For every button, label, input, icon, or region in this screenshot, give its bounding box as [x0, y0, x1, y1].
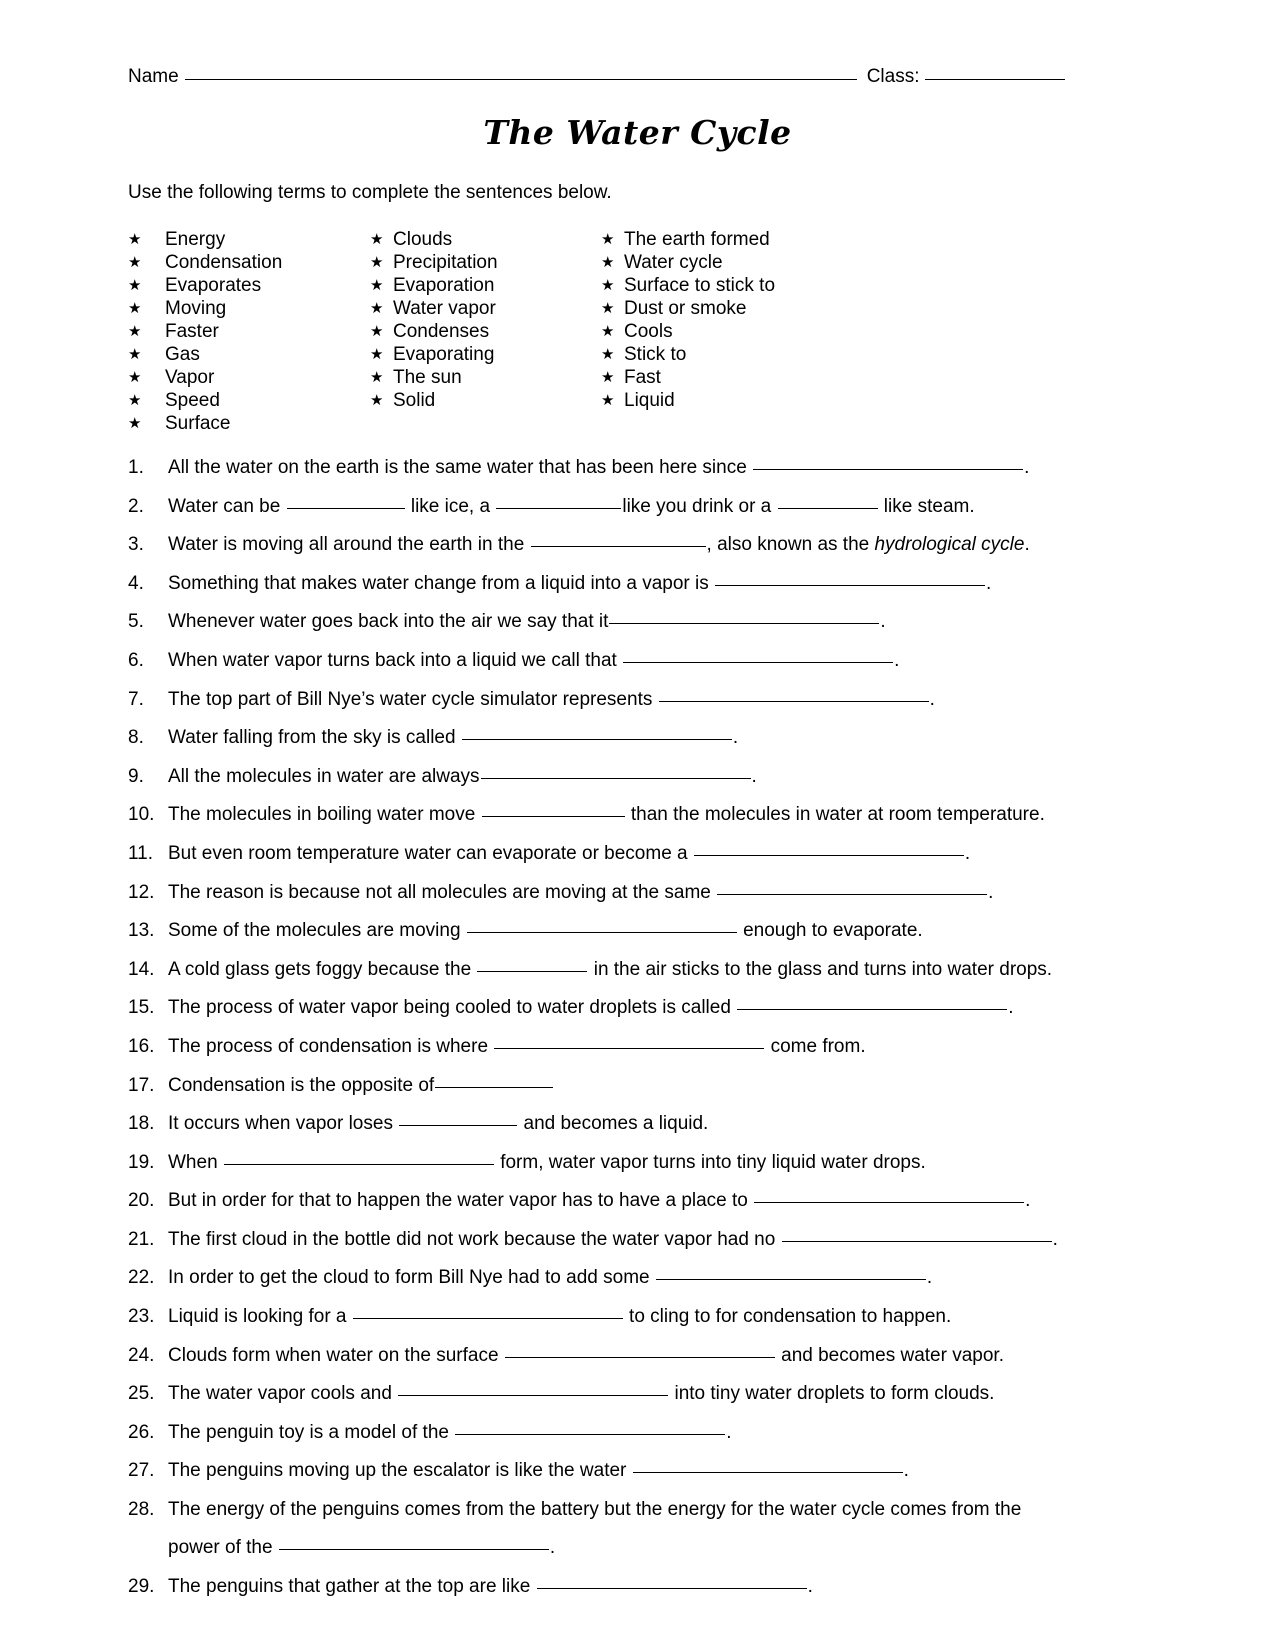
star-bullet-icon: ★: [128, 346, 142, 363]
question-text-segment: .: [964, 842, 971, 864]
question-italic-term: hydrological cycle: [874, 534, 1025, 556]
question-number: 28.: [128, 1499, 155, 1521]
question-text-segment: .: [926, 1267, 933, 1289]
answer-blank[interactable]: [462, 739, 732, 740]
question-text-segment: Liquid is looking for a: [168, 1306, 352, 1328]
question-text-segment: Clouds form when water on the surface: [168, 1344, 504, 1366]
question-text-segment: All the water on the earth is the same water that has been here since: [168, 457, 753, 478]
question-number: 22.: [128, 1267, 155, 1289]
answer-blank[interactable]: [753, 469, 1023, 470]
answer-blank[interactable]: [224, 1164, 494, 1165]
question-text-segment: .: [988, 881, 994, 903]
question-number: 10.: [128, 804, 155, 826]
question-body: [168, 571, 1098, 596]
question-number: 25.: [128, 1383, 155, 1405]
question-number: 4.: [128, 572, 144, 594]
question-number: 13.: [128, 920, 155, 942]
question-item: [128, 995, 1098, 1020]
question-item: [128, 725, 1098, 750]
question-item: [128, 1227, 1098, 1252]
word-bank-item-label: Precipitation: [393, 252, 498, 273]
question-text-segment: The top part of Bill Nye’s water cycle simulator represents: [168, 688, 658, 710]
question-body: [168, 995, 1098, 1020]
question-text-segment: .: [903, 1460, 909, 1482]
question-text: [168, 1075, 554, 1096]
question-text-segment: .: [1024, 457, 1030, 478]
answer-blank[interactable]: [287, 508, 405, 509]
question-number: 19.: [128, 1151, 155, 1173]
star-bullet-icon: ★: [128, 300, 142, 317]
question-text-segment: When water vapor turns back into a liquid we call that: [168, 649, 623, 671]
question-text-segment: The penguin toy is a model of the: [168, 1421, 455, 1443]
question-text-segment: come from.: [765, 1035, 866, 1057]
question-body: [168, 764, 1098, 789]
question-item: [128, 455, 1098, 480]
question-number: 24.: [128, 1344, 155, 1366]
question-list: [128, 455, 1098, 1612]
question-body: [168, 1073, 1098, 1098]
star-bullet-icon: ★: [601, 254, 615, 271]
question-text-segment: The penguins moving up the escalator is like the water: [168, 1460, 632, 1482]
question-number: 8.: [128, 727, 144, 749]
question-text: [168, 1383, 994, 1404]
question-number: 12.: [128, 881, 155, 903]
question-number: 15.: [128, 997, 155, 1019]
question-number: 3.: [128, 534, 144, 556]
question-text-segment: to cling to for condensation to happen.: [623, 1306, 952, 1328]
star-bullet-icon: ★: [370, 277, 384, 294]
star-bullet-icon: ★: [601, 277, 615, 294]
word-bank-item: [370, 389, 498, 412]
question-continuation-line: [168, 1535, 1098, 1560]
answer-blank[interactable]: [694, 855, 964, 856]
question-body: [168, 1150, 1098, 1175]
question-item: [128, 764, 1098, 789]
question-text-segment: The reason is because not all molecules are moving at the same: [168, 881, 717, 903]
question-text-segment: .: [1052, 1228, 1058, 1250]
question-body: [168, 1034, 1098, 1059]
question-body: [168, 918, 1098, 943]
question-text-segment: The water vapor cools and: [168, 1383, 398, 1405]
question-text-segment: Water falling from the sky is called: [168, 727, 461, 749]
question-item: [128, 1497, 1098, 1560]
word-bank-item: [370, 228, 498, 251]
question-body: [168, 725, 1098, 750]
question-body: [168, 1111, 1098, 1136]
answer-blank[interactable]: [656, 1279, 926, 1280]
question-text: [168, 496, 975, 517]
question-body: [168, 1497, 1098, 1560]
question-number: 29.: [128, 1575, 155, 1597]
word-bank-item: [370, 251, 498, 274]
question-text: [168, 882, 993, 903]
question-text: [168, 843, 970, 864]
star-bullet-icon: ★: [601, 323, 615, 340]
question-body: [168, 1188, 1098, 1213]
question-item: [128, 1111, 1098, 1136]
question-item: [128, 1150, 1098, 1175]
question-body: [168, 802, 1098, 827]
question-text-segment: .: [1024, 534, 1030, 556]
question-item: [128, 1265, 1098, 1290]
star-bullet-icon: ★: [128, 369, 142, 386]
question-item: [128, 648, 1098, 673]
answer-blank[interactable]: [435, 1087, 553, 1088]
word-bank-column-3: [601, 228, 775, 412]
question-body: [168, 494, 1098, 519]
question-body: [168, 1265, 1098, 1290]
question-text: [168, 1345, 1004, 1366]
question-text: [168, 1306, 951, 1327]
question-text-segment: .: [549, 1537, 556, 1559]
question-number: 14.: [128, 958, 155, 980]
word-bank-item-label: Speed: [165, 390, 220, 411]
star-bullet-icon: ★: [370, 323, 384, 340]
question-item: [128, 1034, 1098, 1059]
word-bank-item-label: Vapor: [165, 367, 215, 388]
question-text: [168, 1113, 708, 1134]
star-bullet-icon: ★: [370, 254, 384, 271]
question-text-segment: .: [807, 1575, 813, 1597]
question-text-segment: The process of condensation is where: [168, 1035, 494, 1057]
answer-blank[interactable]: [353, 1318, 623, 1319]
question-text: [168, 1229, 1058, 1250]
word-bank-item: [601, 343, 775, 366]
word-bank-item-label: Solid: [393, 390, 436, 411]
answer-blank[interactable]: [715, 585, 985, 586]
question-body: [168, 609, 1098, 634]
word-bank-item: [370, 366, 498, 389]
answer-blank[interactable]: [537, 1588, 807, 1589]
question-text-segment: A cold glass gets foggy because the: [168, 958, 477, 980]
word-bank-item-label: Evaporating: [393, 344, 495, 365]
star-bullet-icon: ★: [370, 392, 384, 409]
question-text-segment: The energy of the penguins comes from the battery but the energy for the water cycle comes from the: [168, 1499, 1022, 1521]
question-item: [128, 1420, 1098, 1445]
question-number: 21.: [128, 1228, 155, 1250]
word-bank-item: [601, 251, 775, 274]
star-bullet-icon: ★: [128, 231, 142, 248]
question-text-segment: When: [168, 1151, 223, 1173]
question-text-segment: The penguins that gather at the top are like: [168, 1575, 536, 1597]
word-bank-item: [128, 412, 282, 435]
question-body: [168, 455, 1098, 480]
answer-blank[interactable]: [609, 623, 879, 624]
name-write-line[interactable]: [185, 79, 857, 80]
answer-blank[interactable]: [717, 894, 987, 895]
word-bank-item-label: Liquid: [624, 390, 675, 411]
star-bullet-icon: ★: [128, 254, 142, 271]
question-text-segment: All the molecules in water are always: [168, 765, 480, 787]
word-bank-item-label: The earth formed: [624, 229, 770, 250]
word-bank-item-label: Surface: [165, 413, 231, 434]
question-text-segment: like you drink or a: [622, 495, 777, 517]
question-text-segment: The molecules in boiling water move: [168, 804, 481, 826]
word-bank-item: [370, 320, 498, 343]
question-text: [168, 727, 738, 748]
question-number: 9.: [128, 765, 144, 787]
question-number: 5.: [128, 611, 144, 633]
word-bank-item: [128, 366, 282, 389]
question-text-segment: .: [732, 727, 739, 749]
question-text-segment: But even room temperature water can evaporate or become a: [168, 842, 693, 864]
answer-blank[interactable]: [778, 508, 878, 509]
class-label: Class:: [866, 66, 920, 87]
word-bank-item-label: Water vapor: [393, 298, 496, 319]
question-text-segment: .: [726, 1421, 732, 1443]
question-number: 27.: [128, 1460, 155, 1482]
question-text-segment: Something that makes water change from a liquid into a vapor is: [168, 572, 715, 594]
question-item: [128, 571, 1098, 596]
word-bank-item: [128, 389, 282, 412]
question-text: [168, 1576, 813, 1597]
question-text-segment: and becomes water vapor.: [775, 1344, 1004, 1366]
answer-blank[interactable]: [782, 1241, 1052, 1242]
answer-blank[interactable]: [623, 662, 893, 663]
answer-blank[interactable]: [737, 1009, 1007, 1010]
question-text-segment: But in order for that to happen the water vapor has to have a place to: [168, 1190, 754, 1212]
question-text-segment: Water is moving all around the earth in the: [168, 534, 530, 556]
word-bank-item: [601, 297, 775, 320]
word-bank-item: [370, 274, 498, 297]
question-text: [168, 1460, 909, 1481]
question-number: 26.: [128, 1421, 155, 1443]
question-body: [168, 1381, 1098, 1406]
question-text: [168, 650, 899, 671]
question-text: [168, 959, 1052, 980]
question-body: [168, 1420, 1098, 1445]
question-item: [128, 880, 1098, 905]
star-bullet-icon: ★: [370, 369, 384, 386]
question-number: 11.: [128, 842, 154, 864]
question-text: [168, 1422, 732, 1443]
question-item: [128, 802, 1098, 827]
question-text: [168, 1152, 926, 1173]
question-text: [168, 689, 935, 710]
word-bank-item-label: Stick to: [624, 344, 687, 365]
class-write-line[interactable]: [925, 79, 1065, 80]
question-text-segment: like steam.: [878, 495, 975, 517]
question-text-segment: Water can be: [168, 495, 286, 517]
question-text-segment: like ice, a: [405, 495, 496, 517]
question-number: 23.: [128, 1306, 155, 1328]
word-bank-item-label: Cools: [624, 321, 673, 342]
question-body: [168, 1458, 1098, 1483]
answer-blank[interactable]: [505, 1357, 775, 1358]
question-body: [168, 957, 1098, 982]
word-bank-item-label: Dust or smoke: [624, 298, 747, 319]
star-bullet-icon: ★: [601, 300, 615, 317]
word-bank-item-label: Condensation: [165, 252, 283, 273]
question-text-segment: The process of water vapor being cooled to water droplets is called: [168, 997, 737, 1019]
question-number: 2.: [128, 495, 144, 517]
answer-blank[interactable]: [399, 1125, 517, 1126]
word-bank-item-label: Evaporates: [165, 275, 262, 296]
answer-blank[interactable]: [481, 778, 751, 779]
star-bullet-icon: ★: [128, 415, 142, 432]
question-number: 20.: [128, 1190, 155, 1212]
word-bank-item: [601, 320, 775, 343]
word-bank-item: [128, 274, 282, 297]
question-text: [168, 1267, 932, 1288]
name-label: Name: [128, 66, 179, 87]
question-text: [168, 534, 1030, 555]
question-text-segment: .: [751, 765, 757, 787]
word-bank-item-label: Water cycle: [624, 252, 723, 273]
question-body: [168, 1304, 1098, 1329]
question-item: [128, 957, 1098, 982]
question-text-segment: .: [880, 611, 886, 633]
question-text-segment: and becomes a liquid.: [518, 1113, 709, 1135]
question-body: [168, 1574, 1098, 1599]
question-body: [168, 532, 1098, 557]
answer-blank[interactable]: [455, 1434, 725, 1435]
question-text-segment: In order to get the cloud to form Bill Nye had to add some: [168, 1267, 655, 1289]
instruction-text: Use the following terms to complete the sentences below.: [128, 182, 612, 203]
question-number: 7.: [128, 688, 144, 710]
word-bank-item-label: Fast: [624, 367, 661, 388]
word-bank-item: [370, 297, 498, 320]
question-text: [168, 611, 886, 632]
question-text-segment: enough to evaporate.: [737, 920, 923, 942]
word-bank-item-label: Faster: [165, 321, 219, 342]
question-text-segment: , also known as the: [706, 534, 875, 556]
word-bank-item-label: Evaporation: [393, 275, 495, 296]
star-bullet-icon: ★: [370, 300, 384, 317]
question-text-segment: Condensation is the opposite of: [168, 1074, 435, 1096]
question-text-segment: It occurs when vapor loses: [168, 1113, 399, 1135]
question-text-segment: .: [929, 688, 935, 710]
star-bullet-icon: ★: [128, 323, 142, 340]
question-text: [168, 1036, 866, 1057]
word-bank-item: [128, 320, 282, 343]
header-name-class-row: [128, 66, 1078, 88]
question-item: [128, 494, 1098, 519]
question-item: [128, 1574, 1098, 1599]
star-bullet-icon: ★: [601, 231, 615, 248]
star-bullet-icon: ★: [601, 392, 615, 409]
question-text-segment: The first cloud in the bottle did not work because the water vapor had no: [168, 1228, 781, 1250]
question-item: [128, 532, 1098, 557]
question-item: [128, 1381, 1098, 1406]
question-body: [168, 1343, 1098, 1368]
question-number: 16.: [128, 1035, 155, 1057]
question-item: [128, 1304, 1098, 1329]
question-item: [128, 841, 1098, 866]
answer-blank[interactable]: [477, 971, 587, 972]
word-bank-item: [128, 343, 282, 366]
question-text: [168, 573, 991, 594]
question-item: [128, 1073, 1098, 1098]
word-bank-item-label: The sun: [393, 367, 462, 388]
word-bank-column-1: [128, 228, 282, 435]
question-body: [168, 841, 1098, 866]
answer-blank[interactable]: [482, 816, 625, 817]
question-text: [168, 766, 757, 787]
page-title: The Water Cycle: [483, 113, 792, 152]
word-bank-item: [601, 389, 775, 412]
question-body: [168, 880, 1098, 905]
question-text: [168, 997, 1013, 1018]
word-bank-item-label: Gas: [165, 344, 200, 365]
star-bullet-icon: ★: [370, 231, 384, 248]
question-body: [168, 648, 1098, 673]
question-text-segment: into tiny water droplets to form clouds.: [669, 1383, 995, 1405]
question-text: [168, 920, 923, 941]
question-text-segment: Whenever water goes back into the air we say that it: [168, 611, 609, 633]
question-text: [168, 804, 1045, 825]
question-item: [128, 1458, 1098, 1483]
question-text-segment: form, water vapor turns into tiny liquid water drops.: [494, 1151, 926, 1173]
question-text: [168, 1499, 1021, 1520]
word-bank-item-label: Surface to stick to: [624, 275, 776, 296]
word-bank-item: [601, 228, 775, 251]
question-body: [168, 1227, 1098, 1252]
question-item: [128, 609, 1098, 634]
question-item: [128, 1343, 1098, 1368]
question-number: 1.: [128, 457, 144, 478]
answer-blank[interactable]: [467, 932, 737, 933]
word-bank-item: [601, 274, 775, 297]
answer-blank[interactable]: [659, 701, 929, 702]
question-item: [128, 1188, 1098, 1213]
question-body: [168, 687, 1098, 712]
word-bank-column-2: [370, 228, 498, 412]
word-bank-item: [128, 228, 282, 251]
question-number: 18.: [128, 1113, 155, 1135]
question-text: [168, 457, 1029, 478]
question-text-segment: in the air sticks to the glass and turns into water drops.: [588, 958, 1053, 980]
answer-blank[interactable]: [754, 1202, 1024, 1203]
question-item: [128, 687, 1098, 712]
question-item: [128, 918, 1098, 943]
word-bank-item-label: Condenses: [393, 321, 490, 342]
question-text-segment: Some of the molecules are moving: [168, 920, 466, 942]
answer-blank[interactable]: [279, 1549, 549, 1550]
question-text-segment: .: [1025, 1190, 1031, 1212]
question-text-segment: .: [894, 649, 900, 671]
answer-blank[interactable]: [531, 546, 706, 547]
word-bank-item-label: Clouds: [393, 229, 453, 250]
answer-blank[interactable]: [496, 508, 621, 509]
word-bank-item: [601, 366, 775, 389]
question-text-segment: .: [986, 572, 992, 594]
word-bank-item-label: Energy: [165, 229, 226, 250]
word-bank-item: [128, 251, 282, 274]
question-text-segment: than the molecules in water at room temperature.: [625, 804, 1045, 826]
question-number: 17.: [128, 1074, 155, 1096]
question-text: [168, 1190, 1030, 1211]
answer-blank[interactable]: [398, 1395, 668, 1396]
answer-blank[interactable]: [494, 1048, 764, 1049]
star-bullet-icon: ★: [370, 346, 384, 363]
word-bank-item: [370, 343, 498, 366]
answer-blank[interactable]: [633, 1472, 903, 1473]
question-number: 6.: [128, 649, 144, 671]
star-bullet-icon: ★: [601, 369, 615, 386]
word-bank-item-label: Moving: [165, 298, 227, 319]
word-bank-item: [128, 297, 282, 320]
star-bullet-icon: ★: [128, 277, 142, 294]
question-text-segment: .: [1008, 997, 1014, 1019]
question-text-segment: power of the: [168, 1537, 278, 1559]
star-bullet-icon: ★: [128, 392, 142, 409]
star-bullet-icon: ★: [601, 346, 615, 363]
